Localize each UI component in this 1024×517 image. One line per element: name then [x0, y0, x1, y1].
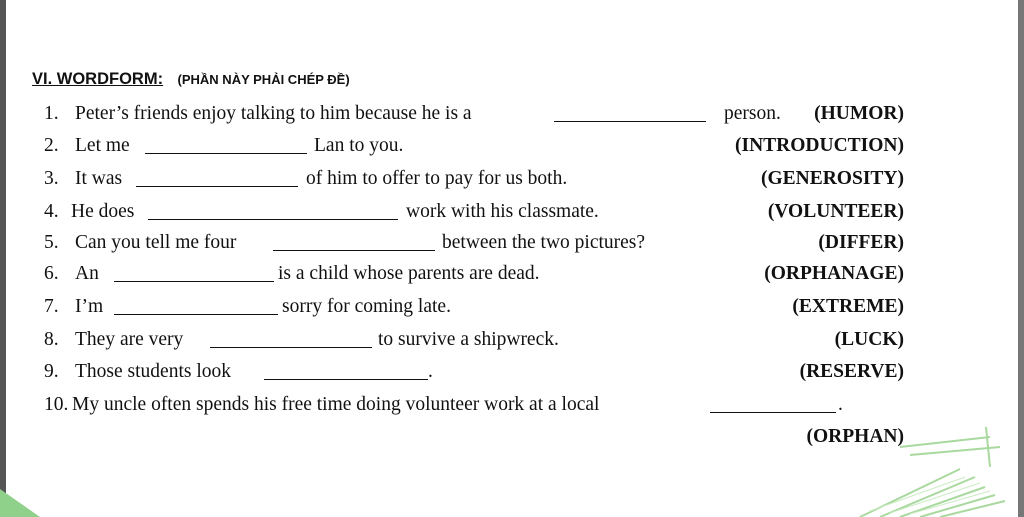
leaf-sketch-light [870, 477, 990, 514]
answer-blank[interactable] [264, 361, 428, 380]
page-left-border [0, 0, 6, 517]
item-number: 2. [44, 135, 59, 156]
green-corner-shape [0, 489, 40, 517]
answer-blank[interactable] [148, 201, 398, 220]
item-text-after: to survive a shipwreck. [378, 329, 559, 350]
item-text-before: Let me [75, 135, 130, 156]
answer-blank[interactable] [114, 263, 274, 282]
answer-blank[interactable] [710, 394, 836, 413]
item-text-after: person. [724, 103, 781, 124]
item-text-before: It was [75, 168, 123, 189]
item-number: 1. [44, 103, 59, 124]
item-text-after: . [838, 394, 843, 415]
item-text-before: He does [71, 201, 135, 222]
answer-blank[interactable] [554, 103, 706, 122]
root-word: (GENEROSITY) [760, 168, 904, 189]
section-note: (PHẦN NÀY PHẢI CHÉP ĐỀ) [177, 72, 350, 87]
root-word: (EXTREME) [792, 296, 904, 317]
root-word: (HUMOR) [814, 103, 904, 124]
answer-blank[interactable] [114, 296, 278, 315]
item-number: 5. [44, 232, 59, 253]
answer-blank[interactable] [136, 168, 298, 187]
item-text-after: between the two pictures? [442, 232, 646, 253]
answer-blank[interactable] [210, 329, 372, 348]
item-text-after: . [428, 361, 433, 382]
item-number: 7. [44, 296, 59, 317]
exercise-item-4 [44, 201, 904, 229]
exercise-item-10 [44, 394, 904, 422]
exercise-item-8 [44, 329, 904, 357]
decorative-corner-art [0, 407, 1024, 517]
root-word: (ORPHAN) [806, 426, 904, 447]
root-word: (DIFFER) [818, 232, 904, 253]
exercise-item-3 [44, 168, 904, 196]
item-text-before: Can you tell me four [75, 232, 237, 253]
item-text-before: My uncle often spends his free time doing volunteer work at a local [72, 394, 600, 415]
item-number: 8. [44, 329, 59, 350]
exercise-item-7 [44, 296, 904, 324]
root-word: (LUCK) [834, 329, 904, 350]
section-title: VI. WORDFORM: [32, 70, 164, 88]
exercise-item-5 [44, 232, 904, 260]
item-text-before: Those students look [75, 361, 231, 382]
exercise-item-9 [44, 361, 904, 389]
item-text-after: is a child whose parents are dead. [278, 263, 540, 284]
root-word: (INTRODUCTION) [734, 135, 904, 156]
answer-blank[interactable] [145, 135, 307, 154]
answer-blank[interactable] [273, 232, 435, 251]
exercise-item-2 [44, 135, 904, 163]
exercise-item-1 [44, 103, 904, 131]
item-number: 9. [44, 361, 59, 382]
item-text-before: They are very [75, 329, 184, 350]
page-right-border [1018, 0, 1024, 517]
item-text-after: of him to offer to pay for us both. [306, 168, 568, 189]
item-number: 6. [44, 263, 59, 284]
root-word: (ORPHANAGE) [764, 263, 904, 284]
item-text-before: Peter’s friends enjoy talking to him because he is a [75, 103, 472, 124]
root-word: (RESERVE) [799, 361, 904, 382]
item-number: 3. [44, 168, 59, 189]
item-text-after: work with his classmate. [406, 201, 599, 222]
item-number: 10. [44, 394, 69, 415]
item-text-before: I’m [75, 296, 104, 317]
item-text-after: Lan to you. [314, 135, 404, 156]
exercise-item-6 [44, 263, 904, 291]
root-word: (VOLUNTEER) [767, 201, 904, 222]
item-text-before: An [75, 263, 99, 284]
section-heading [32, 70, 350, 89]
item-number: 4. [44, 201, 59, 222]
item-text-after: sorry for coming late. [282, 296, 451, 317]
exercise-item-10-word-line [44, 426, 904, 454]
